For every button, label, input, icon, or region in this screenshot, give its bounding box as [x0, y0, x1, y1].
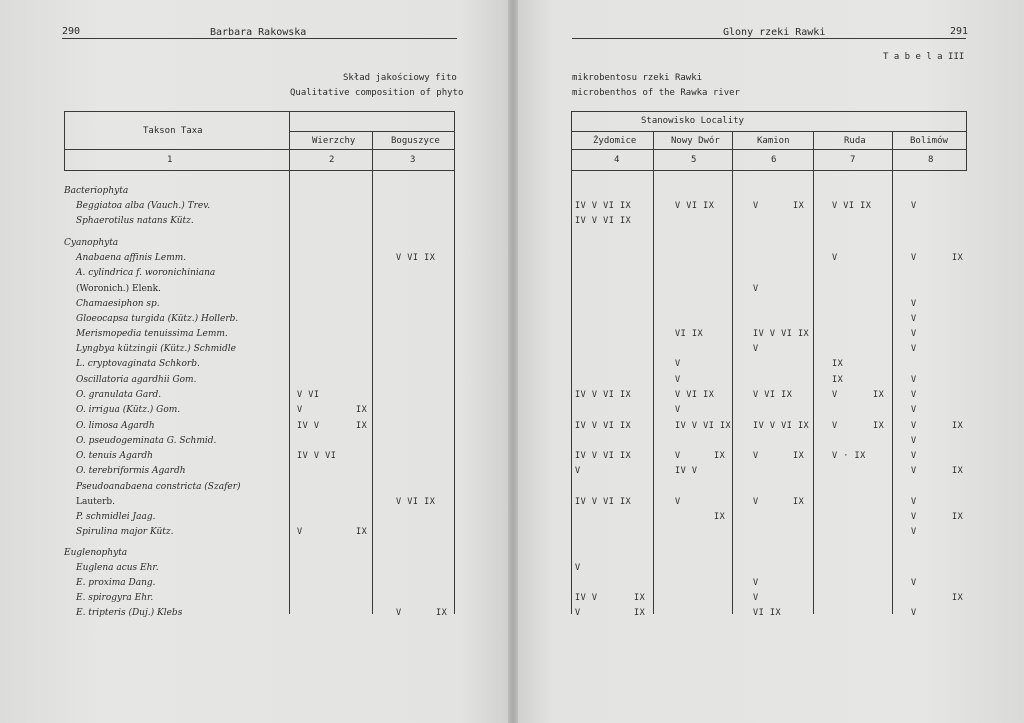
taxon-name: Oscillatoria agardhii Gom. [76, 375, 197, 385]
occurrence-cell-c8: V [911, 451, 917, 461]
col-header-wierzchy: Wierzchy [312, 136, 356, 146]
occurrence-cell-c8: V [911, 299, 917, 309]
occurrence-cell-c5: IV V [675, 466, 698, 476]
occurrence-cell-c4: IV V [575, 593, 598, 603]
occurrence-cell-c5: V [675, 359, 681, 369]
occurrence-cell-c5: IV V VI IX [675, 421, 732, 431]
occurrence-cell-c6: VI IX [753, 608, 782, 618]
occurrence-cell-c8: V [911, 466, 917, 476]
occurrence-cell-c8: V [911, 405, 917, 415]
occurrence-cell-c5: V VI IX [675, 201, 715, 211]
col-number-3: 3 [410, 155, 416, 165]
taxon-name: Beggiatoa alba (Vauch.) Trev. [76, 201, 211, 211]
occurrence-cell-c6: V [753, 593, 759, 603]
taxon-name: O. granulata Gard. [76, 390, 162, 400]
occurrence-cell-c2: IV V [297, 421, 320, 431]
taxon-name: O. limosa Agardh [76, 421, 155, 431]
taxon-name: O. irrigua (Kütz.) Gom. [76, 405, 181, 415]
occurrence-cell-c6: V [753, 344, 759, 354]
occurrence-cell-c5b: IX [714, 512, 726, 522]
occurrence-cell-c6: V [753, 201, 759, 211]
col-header-bolimow: Bolimów [910, 136, 948, 146]
occurrence-cell-c2: IV V VI [297, 451, 337, 461]
occurrence-cell-c8: V [911, 608, 917, 618]
occurrence-cell-c8: V [911, 253, 917, 263]
taxon-name: Sphaerotilus natans Kütz. [76, 216, 194, 226]
occurrence-cell-c6b: IX [793, 497, 805, 507]
occurrence-cell-c9: IX [952, 593, 964, 603]
table-top-rule-right [571, 111, 967, 112]
table-sub-rule-right [571, 131, 967, 132]
col-number-6: 6 [771, 155, 777, 165]
occurrence-cell-c6b: IX [793, 201, 805, 211]
occurrence-cell-c6: IV V VI IX [753, 421, 810, 431]
occurrence-cell-c8: V [911, 527, 917, 537]
col-divider-4-5 [653, 131, 654, 614]
occurrence-cell-c8: V [911, 201, 917, 211]
occurrence-cell-c5b: IX [714, 451, 726, 461]
col-divider-1-2 [289, 111, 290, 614]
table-header-rule-right [571, 149, 967, 150]
occurrence-cell-c8: V [911, 375, 917, 385]
occurrence-cell-c8: V [911, 344, 917, 354]
occurrence-cell-c5: V [675, 451, 681, 461]
taxon-group-heading: Bacteriophyta [64, 186, 129, 196]
right-head-rule [572, 38, 966, 39]
occurrence-cell-c7b: IX [873, 421, 885, 431]
col-header-nowydwor: Nowy Dwór [671, 136, 720, 146]
taxon-name: Euglena acus Ehr. [76, 563, 159, 573]
left-head-rule [62, 38, 457, 39]
left-page-number: 290 [62, 26, 81, 37]
occurrence-cell-c7: V [832, 253, 838, 263]
right-title-pl: mikrobentosu rzeki Rawki [572, 73, 703, 83]
col-number-7: 7 [850, 155, 856, 165]
occurrence-cell-c6: V [753, 451, 759, 461]
taxon-name: P. schmidlei Jaag. [76, 512, 156, 522]
right-running-head: Glony rzeki Rawki [723, 27, 826, 38]
right-title-en: microbenthos of the Rawka river [572, 88, 740, 98]
col-divider-2-3 [372, 131, 373, 614]
taxon-name: L. cryptovaginata Schkorb. [76, 359, 200, 369]
occurrence-cell-c5: V [675, 405, 681, 415]
occurrence-cell-c8: V [911, 329, 917, 339]
occurrence-cell-c7: V VI IX [832, 201, 872, 211]
occurrence-cell-c4: V [575, 563, 581, 573]
left-title-en: Qualitative composition of phyto [290, 88, 464, 98]
occurrence-cell-c7: V · IX [832, 451, 866, 461]
occurrence-cell-c2: V VI [297, 390, 320, 400]
occurrence-cell-c6b: IX [793, 451, 805, 461]
occurrence-cell-c4: V [575, 466, 581, 476]
occurrence-cell-c2b: IX [356, 421, 368, 431]
occurrence-cell-c3b: IX [436, 608, 448, 618]
occurrence-cell-c2: V [297, 527, 303, 537]
col-divider-7-8 [892, 131, 893, 614]
occurrence-cell-c4: IV V VI IX [575, 497, 632, 507]
col-divider-3-right-edge [454, 111, 455, 614]
right-page-number: 291 [950, 26, 969, 37]
col-number-8: 8 [928, 155, 934, 165]
occurrence-cell-c3: V VI IX [396, 497, 436, 507]
col-header-station: Stanowisko Locality [641, 116, 744, 126]
occurrence-cell-c6: V [753, 497, 759, 507]
occurrence-cell-c3: V VI IX [396, 253, 436, 263]
col-header-taxon: Takson Taxa [143, 126, 203, 136]
taxon-name: Lyngbya kützingii (Kütz.) Schmidle [76, 344, 237, 354]
table-label: T a b e l a III [883, 52, 965, 62]
col-number-5: 5 [691, 155, 697, 165]
taxon-name: E. proxima Dang. [76, 578, 156, 588]
occurrence-cell-c9: IX [952, 421, 964, 431]
occurrence-cell-c7: V [832, 390, 838, 400]
occurrence-cell-c4: IV V VI IX [575, 216, 632, 226]
occurrence-cell-c5: V [675, 497, 681, 507]
occurrence-cell-c5: VI IX [675, 329, 704, 339]
table-left-border [64, 111, 65, 171]
col-header-kamion: Kamion [757, 136, 790, 146]
occurrence-cell-c4: V [575, 608, 581, 618]
occurrence-cell-c2: V [297, 405, 303, 415]
occurrence-cell-c8: V [911, 390, 917, 400]
occurrence-cell-c9: IX [952, 512, 964, 522]
taxon-name: Chamaesiphon sp. [76, 299, 160, 309]
occurrence-cell-c6: V VI IX [753, 390, 793, 400]
col-header-boguszyce: Boguszyce [391, 136, 440, 146]
occurrence-cell-c5: V [675, 375, 681, 385]
occurrence-cell-c6: V [753, 578, 759, 588]
table-number-rule-left [64, 170, 454, 171]
taxon-name: (Woronich.) Elenk. [76, 284, 161, 294]
taxon-group-heading: Euglenophyta [64, 548, 128, 558]
occurrence-cell-c6: V [753, 284, 759, 294]
taxon-name: Pseudoanabaena constricta (Szafer) [76, 482, 241, 492]
occurrence-cell-c4: IV V VI IX [575, 201, 632, 211]
taxon-name: Lauterb. [76, 497, 116, 507]
col-number-2: 2 [329, 155, 335, 165]
taxon-name: O. terebriformis Agardh [76, 466, 186, 476]
occurrence-cell-c7: V [832, 421, 838, 431]
left-title-pl: Skład jakościowy fito [343, 73, 457, 83]
occurrence-cell-c8: V [911, 436, 917, 446]
taxon-name: O. tenuis Agardh [76, 451, 153, 461]
occurrence-cell-c4: IV V VI IX [575, 421, 632, 431]
table-top-rule-left [64, 111, 454, 112]
right-table-right-border [966, 111, 967, 171]
occurrence-cell-c7b: IX [873, 390, 885, 400]
table-number-rule-right [571, 170, 967, 171]
occurrence-cell-c9: IX [952, 466, 964, 476]
occurrence-cell-c8: V [911, 421, 917, 431]
col-number-1: 1 [167, 155, 173, 165]
taxon-name: Gloeocapsa turgida (Kütz.) Hollerb. [76, 314, 239, 324]
col-number-4: 4 [614, 155, 620, 165]
table-header-rule-left [64, 149, 454, 150]
occurrence-cell-c4b: IX [634, 593, 646, 603]
occurrence-cell-c7: IX [832, 359, 844, 369]
left-running-head: Barbara Rakowska [210, 27, 307, 38]
occurrence-cell-c3: V [396, 608, 402, 618]
occurrence-cell-c5: V VI IX [675, 390, 715, 400]
occurrence-cell-c6: IV V VI IX [753, 329, 810, 339]
col-divider-6-7 [813, 131, 814, 614]
right-table-left-border [571, 111, 572, 614]
occurrence-cell-c4: IV V VI IX [575, 451, 632, 461]
occurrence-cell-c8: V [911, 314, 917, 324]
occurrence-cell-c8: V [911, 512, 917, 522]
col-header-ruda: Ruda [844, 136, 866, 146]
taxon-group-heading: Cyanophyta [64, 238, 119, 248]
occurrence-cell-c2b: IX [356, 527, 368, 537]
occurrence-cell-c7: IX [832, 375, 844, 385]
taxon-name: E. spirogyra Ehr. [76, 593, 154, 603]
taxon-name: Anabaena affinis Lemm. [76, 253, 187, 263]
taxon-name: A. cylindrica f. woronichiniana [76, 268, 216, 278]
col-divider-5-6 [732, 131, 733, 614]
occurrence-cell-c9: IX [952, 253, 964, 263]
taxon-name: O. pseudogeminata G. Schmid. [76, 436, 217, 446]
taxon-name: E. tripteris (Duj.) Klebs [76, 608, 183, 618]
occurrence-cell-c8: V [911, 497, 917, 507]
book-gutter [508, 0, 518, 723]
occurrence-cell-c4: IV V VI IX [575, 390, 632, 400]
col-header-zydomice: Żydomice [593, 136, 637, 146]
taxon-name: Merismopedia tenuissima Lemm. [76, 329, 228, 339]
taxon-name: Spirulina major Kütz. [76, 527, 174, 537]
occurrence-cell-c8: V [911, 578, 917, 588]
occurrence-cell-c4b: IX [634, 608, 646, 618]
occurrence-cell-c2b: IX [356, 405, 368, 415]
